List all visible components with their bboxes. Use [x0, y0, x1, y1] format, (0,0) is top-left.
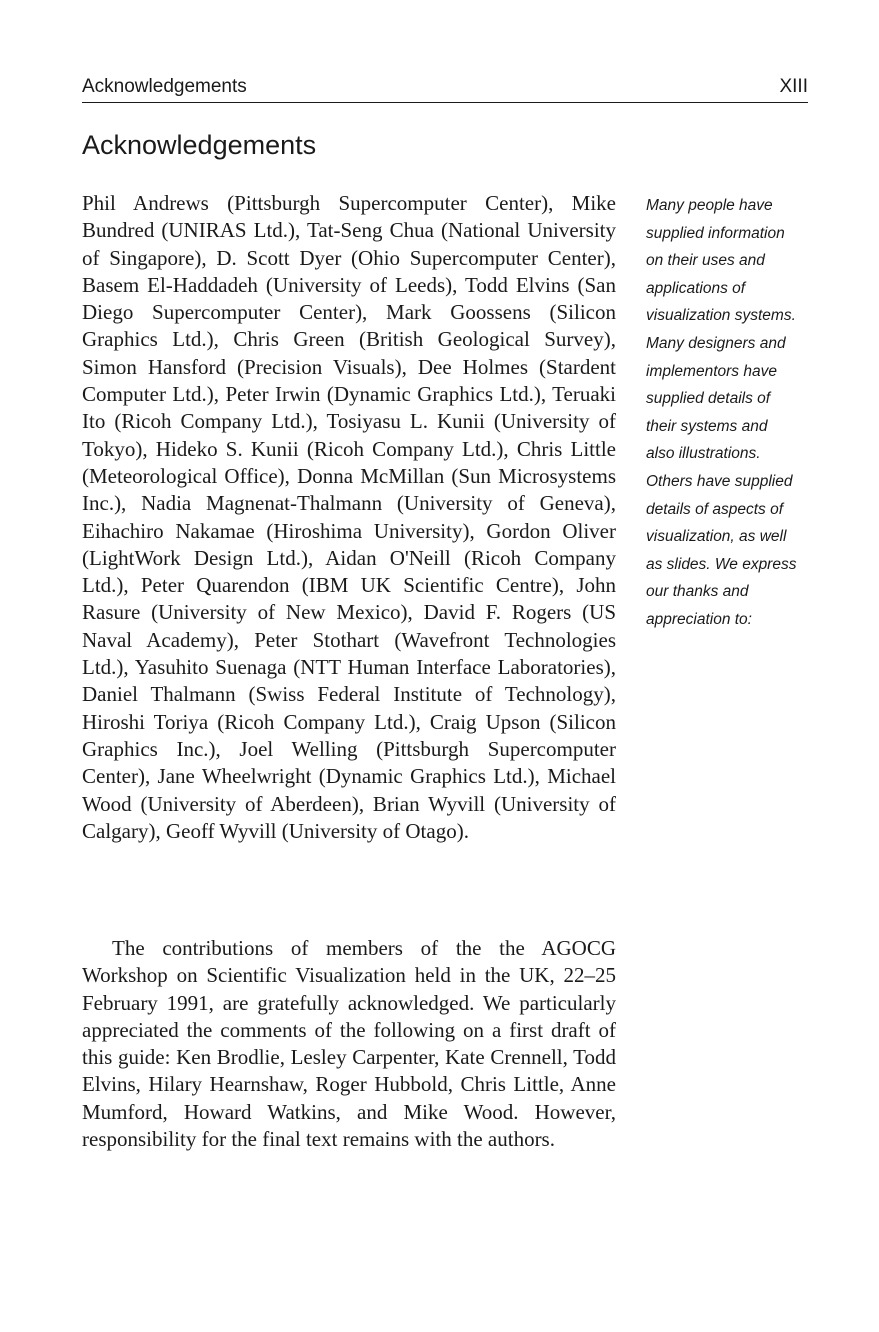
- running-header: [82, 74, 808, 103]
- section-title: Acknowledgements: [82, 130, 317, 160]
- workshop-contributions-paragraph: The contributions of members of the the AGOCG Workshop on Scientific Visualization held in the UK, 22–25 February 1991, are gratefully acknowledged. We particularly appreciated the comments of the following on a first draft of this guide: Ken Brodlie, Lesley Carpenter, Kate Crennell, Todd Elvins, Hilary Hearnshaw, Roger Hubbold, Chris Little, Anne Mumford, Howard Watkins, and Mike Wood. However, responsibility for the final text remains with the authors.: [82, 936, 616, 1152]
- margin-note: Many people have supplied information on their uses and applications of visualization systems. Many designers and implementors have supplied details of their systems and also illustrations. Others have supplied details of aspects of visualization, as well as slides. We express our thanks and appreciation to:: [646, 197, 797, 628]
- page-number: XIII: [779, 76, 808, 97]
- running-title: Acknowledgements: [82, 76, 247, 97]
- acknowledgement-names-paragraph: Phil Andrews (Pittsburgh Supercomputer Center), Mike Bundred (UNIRAS Ltd.), Tat-Seng Chua (National University of Singapore), D. Scott Dyer (Ohio Supercomputer Center), Basem El-Haddadeh (University of Leeds), Todd Elvins (San Diego Supercomputer Center), Mark Goossens (Silicon Graphics Ltd.), Chris Green (British Geological Survey), Simon Hansford (Precision Visuals), Dee Holmes (Stardent Computer Ltd.), Peter Irwin (Dynamic Graphics Ltd.), Teruaki Ito (Ricoh Company Ltd.), Tosiyasu L. Kunii (University of Tokyo), Hideko S. Kunii (Ricoh Company Ltd.), Chris Little (Meteorological Office), Donna McMillan (Sun Microsystems Inc.), Nadia Magnenat-Thalmann (University of Geneva), Eihachiro Nakamae (Hiroshima University), Gordon Oliver (LightWork Design Ltd.), Aidan O'Neill (Ricoh Company Ltd.), Peter Quarendon (IBM UK Scientific Centre), John Rasure (University of New Mexico), David F. Rogers (US Naval Academy), Peter Stothart (Wavefront Technologies Ltd.), Yasuhito Suenaga (NTT Human Interface Laboratories), Daniel Thalmann (Swiss Federal Institute of Technology), Hiroshi Toriya (Ricoh Company Ltd.), Craig Upson (Silicon Graphics Inc.), Joel Welling (Pittsburgh Supercomputer Center), Jane Wheelwright (Dynamic Graphics Ltd.), Michael Wood (University of Aberdeen), Brian Wyvill (University of Calgary), Geoff Wyvill (University of Otago).: [82, 191, 616, 843]
